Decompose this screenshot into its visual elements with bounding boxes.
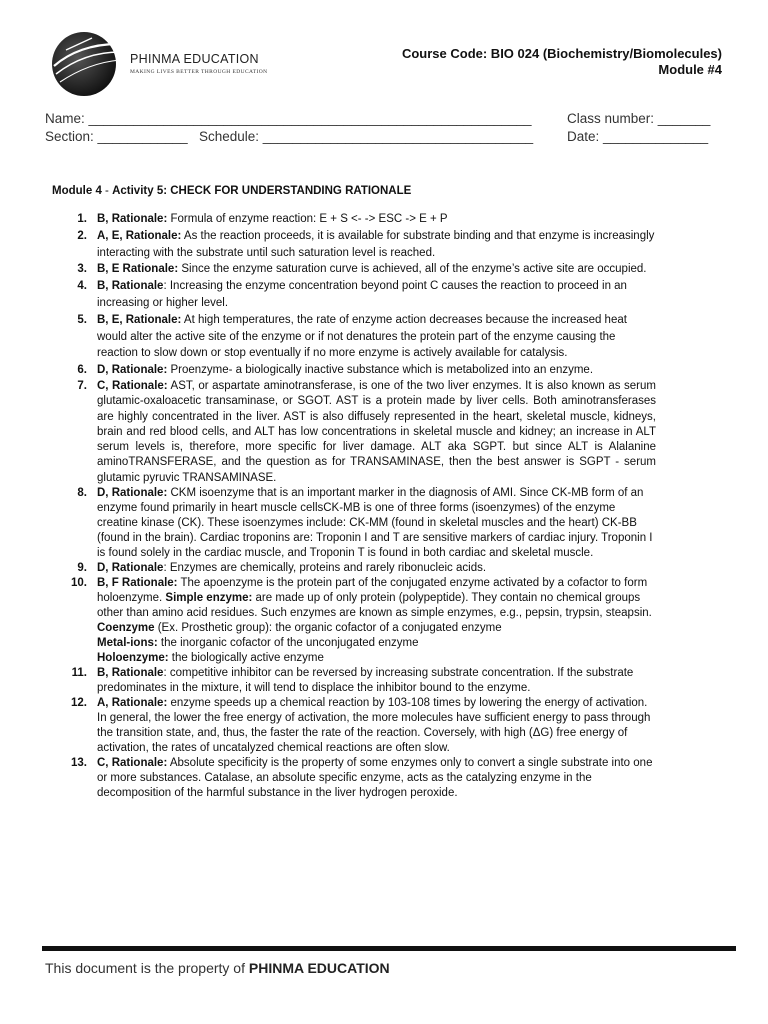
sub-line-coenzyme	[97, 621, 656, 636]
sub-text: (Ex. Prosthetic group): the organic cofactor of a conjugated enzyme	[154, 622, 502, 635]
item-answer: D, Rationale:	[97, 487, 168, 500]
item-number: 6.	[77, 364, 87, 377]
course-header	[402, 46, 722, 78]
footer-prefix: This document is the property of	[45, 960, 249, 976]
logo-tagline: MAKING LIVES BETTER THROUGH EDUCATION	[130, 69, 268, 75]
activity-title-module: Module 4	[52, 185, 102, 197]
list-item	[52, 312, 656, 362]
name-field: Name: ___________________________________________________________	[45, 111, 532, 126]
item-text: CKM isoenzyme that is an important marker in the diagnosis of AMI. Since CK-MB form of an enzyme found primarily in heart muscle cellsCK-MB is one of three forms (isoenzymes) of the enzyme creatine kinase (CK). These isoenzymes include: CK-MM (found in skeletal muscles and the heart) CK-BB (found in the brain). Cardiac troponins are: Troponin I and T are sensitive markers of cardiac injury. Troponin I is found solely in the cardiac muscle, and Troponin T is found in both cardiac and skeletal muscle.	[97, 487, 653, 560]
list-item	[52, 278, 656, 312]
list-item	[52, 696, 656, 756]
item-text: Proenzyme- a biologically inactive substance which is metabolized into an enzyme.	[167, 364, 594, 377]
item-number: 4.	[77, 280, 87, 293]
item-answer: B, Rationale:	[97, 213, 168, 225]
sub-term: Coenzyme	[97, 622, 155, 635]
item-number: 2.	[77, 229, 87, 242]
footer-rule	[42, 946, 736, 951]
item-text: Absolute specificity is the property of some enzymes only to convert a single substrate into one or more substances. Catalase, an absolute specific enzyme, acts as the catalyzing enzyme in the decomposition of the harmful substance in the liver hydrogen peroxide.	[97, 757, 653, 800]
list-item	[52, 362, 656, 379]
schedule-field: Schedule: ____________________________________	[199, 129, 534, 144]
item-answer: B, Rationale	[97, 667, 164, 680]
list-item	[52, 666, 656, 696]
item-bold-term: Simple enzyme:	[165, 592, 253, 605]
item-text: Since the enzyme saturation curve is achieved, all of the enzyme’s active site are occupied.	[178, 263, 647, 276]
info-row-1	[45, 111, 725, 129]
list-item	[52, 211, 656, 228]
item-number: 9.	[77, 562, 87, 575]
sub-text: the inorganic cofactor of the unconjugated enzyme	[157, 637, 419, 650]
item-answer: B, E, Rationale:	[97, 313, 182, 326]
item-answer: D, Rationale	[97, 562, 164, 575]
student-info	[45, 111, 725, 147]
sub-line-metal-ions	[97, 636, 656, 651]
activity-title-sep: -	[101, 185, 113, 197]
item-text: : Increasing the enzyme concentration beyond point C causes the reaction to proceed in an increasing or higher level.	[97, 280, 627, 309]
item-text: At high temperatures, the rate of enzyme action decreases because the increased heat would alter the active site of the enzyme or if not denatures the protein part of the enzyme causing the reaction to slow down or stop eventually if no more enzyme is actively available for catalysis.	[97, 313, 627, 360]
sub-term: Holoenzyme:	[97, 652, 169, 665]
item-answer: B, E Rationale:	[97, 263, 179, 276]
item-number: 11.	[71, 667, 87, 680]
footer-ownership	[45, 960, 390, 976]
item-text: As the reaction proceeds, it is available for substrate binding and that enzyme is increasingly interacting with the substrate until such saturation level is reached.	[97, 229, 655, 259]
item-text: Formula of enzyme reaction: E + S <- -> ESC -> E + P	[167, 213, 448, 225]
logo-wordmark: PHINMA EDUCATION	[130, 52, 259, 66]
list-item	[52, 756, 656, 801]
list-item	[52, 228, 656, 262]
item-number: 13.	[71, 757, 87, 770]
item-number: 1.	[77, 213, 87, 225]
course-code: Course Code: BIO 024 (Biochemistry/Biomolecules)	[401, 46, 722, 61]
info-row-2	[45, 129, 725, 147]
phinma-logo	[46, 30, 268, 100]
section-field: Section: ____________	[45, 129, 188, 144]
item-answer: C, Rationale:	[97, 379, 168, 392]
item-answer: B, Rationale	[97, 280, 164, 293]
item-text: AST, or aspartate aminotransferase, is one of the two liver enzymes. It is also known as serum glutamic-oxaloacetic transaminase, or SGOT. AST is a protein made by liver cells. Both aminotransferases are highly concentrated in the liver. AST is also diffusely represented in the heart, skeletal muscle, kidneys, brain and red blood cells, and ALT has low concentrations in skeletal muscle and kidney; an increase in ALT serum levels is, therefore, more specific for liver damage. ALT aka SGPT. but since ALT is Alalanine aminoTRANSFERASE, and the question as for TRANSAMINASE, then the best answer is SGPT - serum glutamic pyruvic TRANSAMINASE.	[97, 379, 656, 484]
list-item	[52, 576, 656, 666]
list-item	[52, 486, 656, 561]
class-number-field: Class number: _______	[567, 111, 711, 126]
item-answer: C, Rationale:	[97, 757, 168, 770]
sub-term: Metal-ions:	[97, 637, 158, 650]
item-answer: A, E, Rationale:	[97, 229, 182, 242]
list-item	[52, 561, 656, 576]
item-text: enzyme speeds up a chemical reaction by 103-108 times by lowering the energy of activation. In general, the lower the free energy of activation, the more molecules have sufficient energy to pass through the transition state, and, thus, the faster the rate of the reaction. Coversely, with high (ΔG) free energy of activation, the rates of uncatalyzed chemical reactions are often slow.	[97, 697, 651, 755]
item-text-2: are made up of only protein (polypeptide). They contain no chemical groups other than amino acid residues. Such enzymes are known as simple enzymes, e.g., pepsin, trypsin, steapsin.	[97, 592, 652, 620]
activity-title	[52, 185, 411, 197]
item-answer: D, Rationale:	[97, 364, 168, 377]
phinma-logo-icon	[46, 30, 126, 100]
item-number: 5.	[77, 313, 87, 326]
item-text: : competitive inhibitor can be reversed by increasing substrate concentration. If the substrate predominates in the mixture, it will tend to displace the inhibitor bound to the enzyme.	[97, 667, 634, 695]
item-text: The apoenzyme is the protein part of the conjugated enzyme activated by a cofactor to form holoenzyme.	[97, 577, 648, 605]
sub-line-holoenzyme	[97, 651, 656, 666]
item-text: : Enzymes are chemically, proteins and rarely ribonucleic acids.	[163, 562, 487, 575]
item-answer: A, Rationale:	[97, 697, 168, 710]
sub-text: the biologically active enzyme	[168, 652, 324, 665]
item-number: 8.	[77, 487, 87, 500]
rationale-list	[52, 211, 656, 801]
module-number: Module #4	[658, 62, 722, 77]
item-answer: B, F Rationale:	[97, 577, 178, 590]
item-number: 10.	[71, 577, 87, 590]
footer-owner: PHINMA EDUCATION	[248, 960, 390, 976]
item-number: 3.	[77, 263, 87, 276]
item-number: 7.	[77, 379, 87, 392]
list-item	[52, 261, 656, 278]
date-field: Date: ______________	[567, 129, 709, 144]
item-number: 12.	[71, 697, 87, 710]
list-item	[52, 379, 656, 486]
activity-title-text: Activity 5: CHECK FOR UNDERSTANDING RATIONALE	[112, 185, 412, 197]
